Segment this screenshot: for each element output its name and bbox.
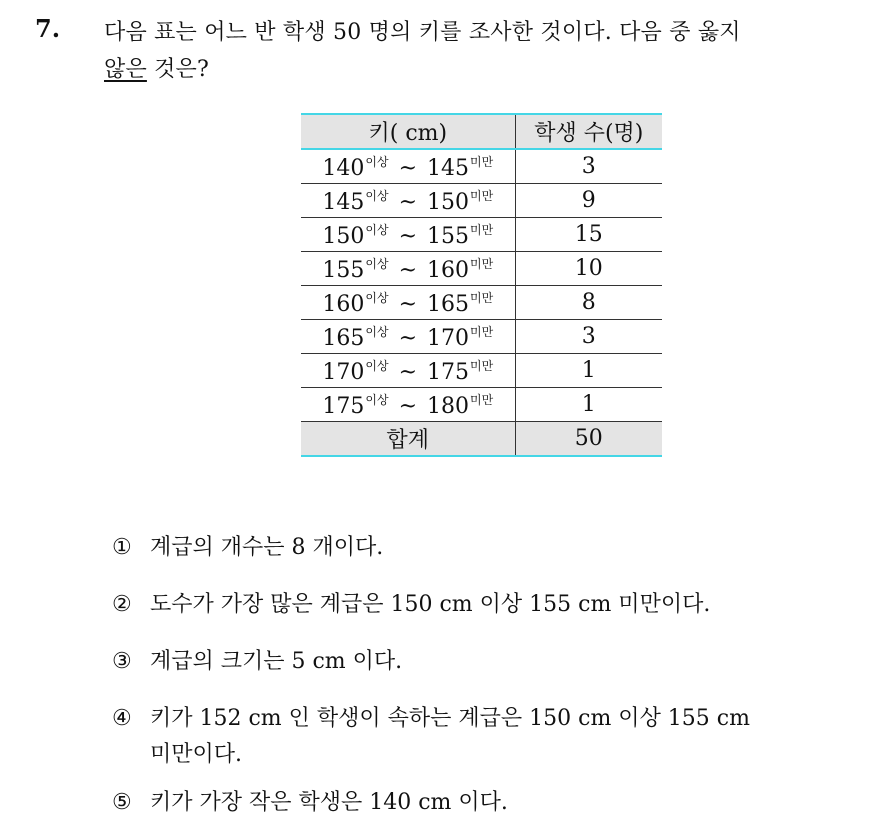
student-count: 1 <box>581 358 596 383</box>
choice-2[interactable] <box>112 587 710 623</box>
table-row <box>301 388 662 422</box>
choice-number: ④ <box>112 706 132 731</box>
choice-number: ⑤ <box>112 790 132 815</box>
range-tilde: ~ <box>398 325 417 351</box>
table-row <box>301 320 662 354</box>
student-count: 15 <box>574 222 603 247</box>
range-from: 165 <box>322 325 365 351</box>
choice-number: ① <box>112 535 132 560</box>
height-range <box>301 184 515 218</box>
table-row <box>301 184 662 218</box>
student-count: 3 <box>581 154 596 179</box>
range-tilde: ~ <box>398 393 417 419</box>
range-to-suffix: 미만 <box>470 188 494 203</box>
table-row <box>301 252 662 286</box>
choice-3[interactable] <box>112 644 402 680</box>
range-to: 180 <box>427 393 469 419</box>
range-from: 155 <box>322 257 365 283</box>
range-from-suffix: 이상 <box>365 358 389 373</box>
table-row <box>301 149 662 184</box>
table-total-row <box>301 422 662 457</box>
choice-number: ② <box>112 592 132 617</box>
range-from: 170 <box>322 359 365 385</box>
height-range <box>301 218 515 252</box>
student-count: 8 <box>581 290 596 315</box>
frequency-table <box>301 113 662 457</box>
table-header-row <box>301 114 662 149</box>
table-body <box>301 149 662 422</box>
height-range <box>301 286 515 320</box>
height-range <box>301 354 515 388</box>
range-tilde: ~ <box>398 257 417 283</box>
student-count: 1 <box>581 392 596 417</box>
range-to: 150 <box>427 189 469 215</box>
header-student-count: 학생 수(명) <box>534 121 644 146</box>
range-tilde: ~ <box>398 291 417 317</box>
range-from-suffix: 이상 <box>365 222 389 237</box>
range-from: 145 <box>322 189 365 215</box>
choice-text: 계급의 크기는 5 cm 이다. <box>150 649 403 674</box>
range-to-suffix: 미만 <box>470 154 494 169</box>
choice-1[interactable] <box>112 530 383 566</box>
choice-5[interactable] <box>112 785 508 821</box>
range-from: 175 <box>322 393 365 419</box>
height-range <box>301 388 515 422</box>
student-count: 3 <box>581 324 596 349</box>
height-range <box>301 149 515 184</box>
height-range <box>301 320 515 354</box>
range-from-suffix: 이상 <box>365 256 389 271</box>
range-to-suffix: 미만 <box>470 222 494 237</box>
choice-text: 키가 가장 작은 학생은 140 cm 이다. <box>150 790 508 815</box>
range-to-suffix: 미만 <box>470 256 494 271</box>
range-tilde: ~ <box>398 155 417 181</box>
choice-text: 키가 152 cm 인 학생이 속하는 계급은 150 cm 이상 155 cm <box>150 706 750 731</box>
range-from: 160 <box>322 291 365 317</box>
range-to-suffix: 미만 <box>470 392 494 407</box>
choice-text: 계급의 개수는 8 개이다. <box>150 535 384 560</box>
range-tilde: ~ <box>398 223 417 249</box>
range-to-suffix: 미만 <box>470 290 494 305</box>
range-to: 170 <box>427 325 469 351</box>
question-line-2-rest: 것은? <box>146 57 209 82</box>
range-to: 165 <box>427 291 469 317</box>
range-tilde: ~ <box>398 189 417 215</box>
range-to-suffix: 미만 <box>470 324 494 339</box>
range-tilde: ~ <box>398 359 417 385</box>
range-to: 160 <box>427 257 469 283</box>
range-from-suffix: 이상 <box>365 188 389 203</box>
range-from-suffix: 이상 <box>365 290 389 305</box>
table-row <box>301 218 662 252</box>
table-row <box>301 286 662 320</box>
choice-number: ③ <box>112 649 132 674</box>
choice-text-continued: 미만이다. <box>150 742 243 767</box>
choice-text: 도수가 가장 많은 계급은 150 cm 이상 155 cm 미만이다. <box>150 592 711 617</box>
range-from-suffix: 이상 <box>365 154 389 169</box>
question-stem <box>104 14 874 88</box>
total-label: 합계 <box>301 422 515 457</box>
question-line-2 <box>104 51 874 88</box>
table-row <box>301 354 662 388</box>
height-range <box>301 252 515 286</box>
question-number: 7. <box>35 14 61 43</box>
range-from-suffix: 이상 <box>365 324 389 339</box>
range-from-suffix: 이상 <box>365 392 389 407</box>
question-line-1: 다음 표는 어느 반 학생 50 명의 키를 조사한 것이다. 다음 중 옳지 <box>104 20 741 45</box>
range-from: 150 <box>322 223 365 249</box>
question-underlined-word: 않은 <box>104 57 147 82</box>
range-to-suffix: 미만 <box>470 358 494 373</box>
range-to: 175 <box>427 359 469 385</box>
student-count: 10 <box>574 256 603 281</box>
student-count: 9 <box>581 188 596 213</box>
choice-4[interactable] <box>112 701 750 773</box>
range-to: 145 <box>427 155 469 181</box>
range-to: 155 <box>427 223 469 249</box>
header-height: 키( cm) <box>301 114 515 149</box>
range-from: 140 <box>322 155 365 181</box>
total-value: 50 <box>574 426 603 451</box>
